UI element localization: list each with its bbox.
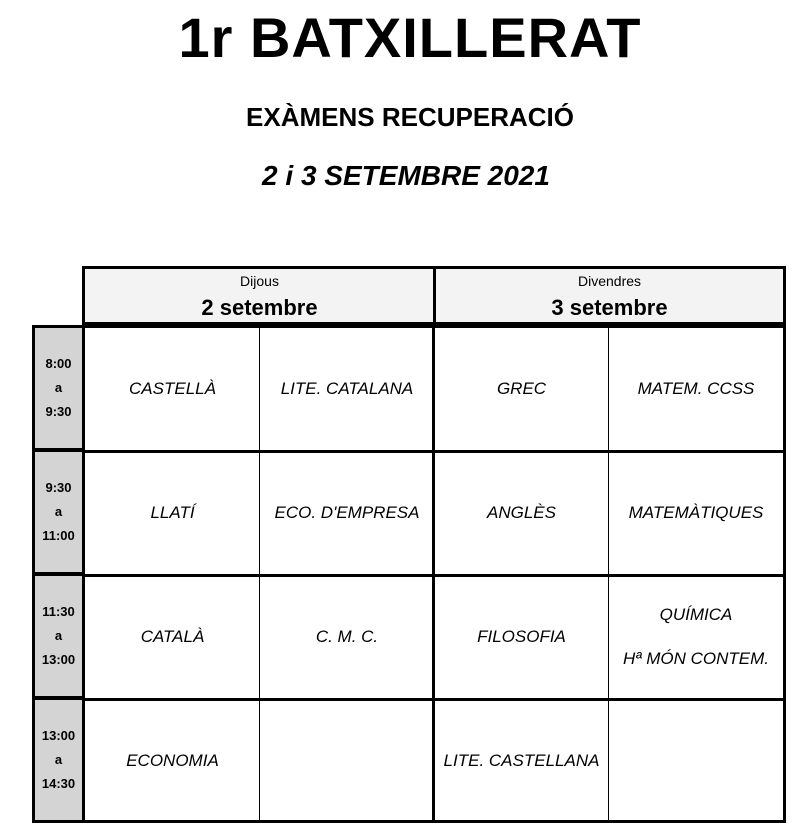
exam-grid [82, 325, 786, 823]
time-end: 13:00 [41, 652, 76, 667]
exam-cell [609, 700, 783, 822]
time-start: 11:30 [42, 604, 75, 619]
time-slot [32, 573, 85, 699]
row-divider [85, 574, 783, 577]
time-start: 9:30 [45, 480, 72, 495]
day-header-friday [433, 266, 786, 325]
page-title: 1r BATXILLERAT [178, 6, 642, 69]
day-name: Divendres [577, 273, 642, 289]
exam-subject: LLATÍ [150, 503, 195, 522]
day-name: Dijous [240, 273, 279, 289]
exam-cell [85, 328, 260, 450]
time-end: 11:00 [42, 528, 75, 543]
time-slot [32, 449, 85, 575]
time-slot [32, 325, 85, 451]
exam-subject: CATALÀ [140, 627, 205, 646]
time-slot [32, 697, 85, 823]
page-subtitle: EXÀMENS RECUPERACIÓ [246, 102, 574, 132]
day-date: 3 setembre [551, 295, 668, 320]
exam-cell [260, 576, 434, 698]
exam-cell [85, 576, 260, 698]
exam-subject: Hª MÓN CONTEM. [622, 649, 770, 668]
exam-cell [434, 452, 609, 574]
exam-cell [434, 328, 609, 450]
time-end: 9:30 [45, 404, 72, 419]
exam-subject: ANGLÈS [487, 503, 556, 522]
exam-subject: ECO. D'EMPRESA [274, 503, 420, 522]
exam-cell [609, 328, 783, 450]
exam-subject: LITE. CATALANA [280, 379, 414, 398]
day-header-thursday [82, 266, 437, 325]
time-sep: a [54, 504, 63, 519]
time-sep: a [54, 380, 63, 395]
exam-subject: QUÍMICA [659, 605, 733, 624]
exam-cell [609, 576, 783, 698]
exam-cell [260, 452, 434, 574]
exam-cell [434, 700, 609, 822]
day-date: 2 setembre [201, 295, 318, 320]
exam-dates: 2 i 3 SETEMBRE 2021 [262, 160, 550, 191]
row-divider [85, 450, 783, 453]
exam-subject: LITE. CASTELLANA [443, 751, 600, 770]
time-start: 13:00 [41, 728, 76, 743]
exam-cell [609, 452, 783, 574]
exam-cell [260, 700, 434, 822]
exam-subject: GREC [496, 379, 547, 398]
exam-subject: FILOSOFIA [477, 627, 566, 646]
exam-subject: MATEM. CCSS [637, 379, 755, 398]
exam-cell [434, 576, 609, 698]
exam-subject: ECONOMIA [126, 751, 219, 770]
time-sep: a [54, 628, 63, 643]
time-end: 14:30 [41, 776, 76, 791]
time-sep: a [54, 752, 63, 767]
exam-subject: CASTELLÀ [129, 379, 216, 398]
exam-subject: MATEMÀTIQUES [628, 503, 764, 522]
exam-cell [85, 700, 260, 822]
time-start: 8:00 [45, 356, 72, 371]
exam-subject: C. M. C. [315, 627, 379, 646]
exam-cell [260, 328, 434, 450]
exam-cell [85, 452, 260, 574]
row-divider [85, 698, 783, 701]
